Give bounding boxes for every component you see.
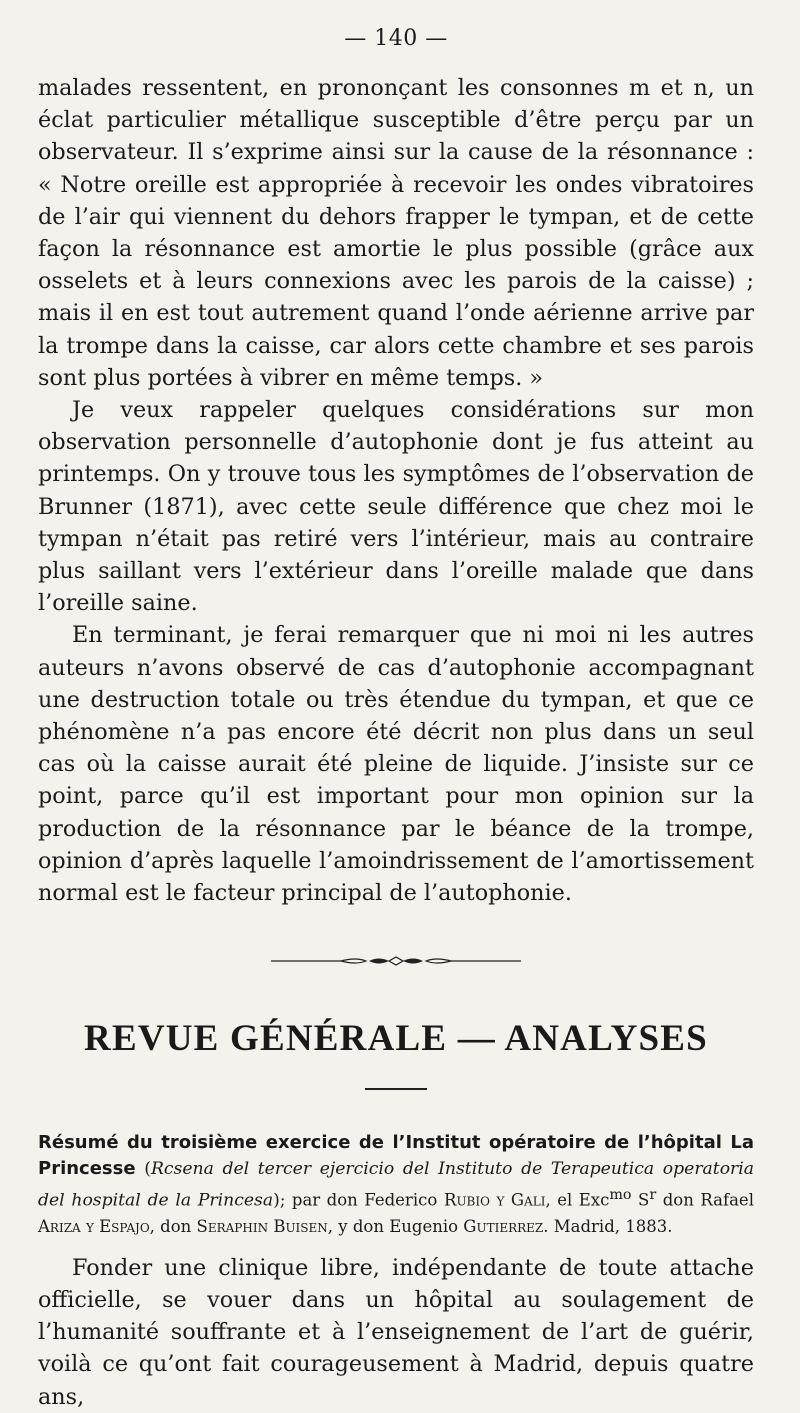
author-sep-4: , y don Eugenio [327,1216,464,1236]
ornamental-divider [271,953,521,967]
article-title: Résumé du troisième exercice de l’Institut opératoire de l’hôpital La Princesse [38,1131,754,1179]
author-sep-3: , don [149,1216,197,1236]
sr-sup: r [649,1186,657,1203]
heading-rule [365,1088,427,1090]
document-page [38,26,754,1410]
excmo-sup: mo [609,1186,632,1203]
author-1: Rubio y Gali [444,1190,546,1210]
paragraph-1: malades ressentent, en prononçant les consonnes m et n, un éclat particulier métallique susceptible d’être perçu par un observateur. Il s’exprime ainsi sur la cause de la résonnance : « Notre oreille est appropriée à recevoir les ondes vibratoires de l’air qui viennent du dehors frapper le tympan, et de cette façon la résonnance est amortie le plus possible (grâce aux osselets et à leurs connexions avec les parois de la caisse) ; mais il en est tout autrement quand l’onde aérienne arrive par la trompe dans la caisse, car alors cette chambre et ses parois sont plus portées à vibrer en même temps. » [38,75,754,391]
open-paren: ( [144,1158,151,1179]
author-4: Gutierrez [463,1216,544,1236]
close-paren: ) [273,1190,280,1211]
place-date: . Madrid, 1883. [543,1216,673,1236]
paragraph-3: En terminant, je ferai remarquer que ni moi ni les autres auteurs n’avons observé de cas d’autophonie accompagnant une destruction totale ou très étendue du tympan, et que ce phénomène n’a pas encore été décrit non plus dans un seul cas où la caisse aurait été pleine de liquide. J’insiste sur ce point, parce qu’il est important pour mon opinion sur la production de la résonnance par le béance de la trompe, opinion d’après laquelle l’amoindrissement de l’amortissement normal est le facteur principal de l’autophonie. [38,622,754,907]
sr-text: S [631,1190,650,1210]
paragraph-4: Fonder une clinique libre, indépendante de toute attache officielle, se vouer dans un hôpital au soulagement de l’humanité souffrante et à l’enseignement de l’art de guérir, voilà ce qu’ont fait courageusement à Madrid, depuis quatre ans, [38,1254,754,1410]
author-2: Ariza y Espajo [38,1216,150,1236]
author-sep-1: , el Exc [545,1190,610,1210]
section-heading: REVUE GÉNÉRALE — ANALYSES [84,1018,708,1060]
article-original-title: Rcsena del tercer ejercicio del Instituto de Terapeutica operatoria del hospital de la Princesa [38,1158,754,1211]
page-number: — 140 — [344,26,448,51]
article-by: ; par don Federico [279,1190,438,1210]
author-3: Seraphin Buisen [196,1216,328,1236]
author-sep-2: don Rafael [656,1190,754,1210]
article-header [38,1130,754,1240]
paragraph-2: Je veux rappeler quelques considérations sur mon observation personnelle d’autophonie dont je fus atteint au printemps. On y trouve tous les symptômes de l’observation de Brunner (1871), avec cette seule différence que chez moi le tympan n’était pas retiré vers l’intérieur, mais au contraire plus saillant vers l’extérieur dans l’oreille malade que dans l’oreille saine. [38,397,754,617]
